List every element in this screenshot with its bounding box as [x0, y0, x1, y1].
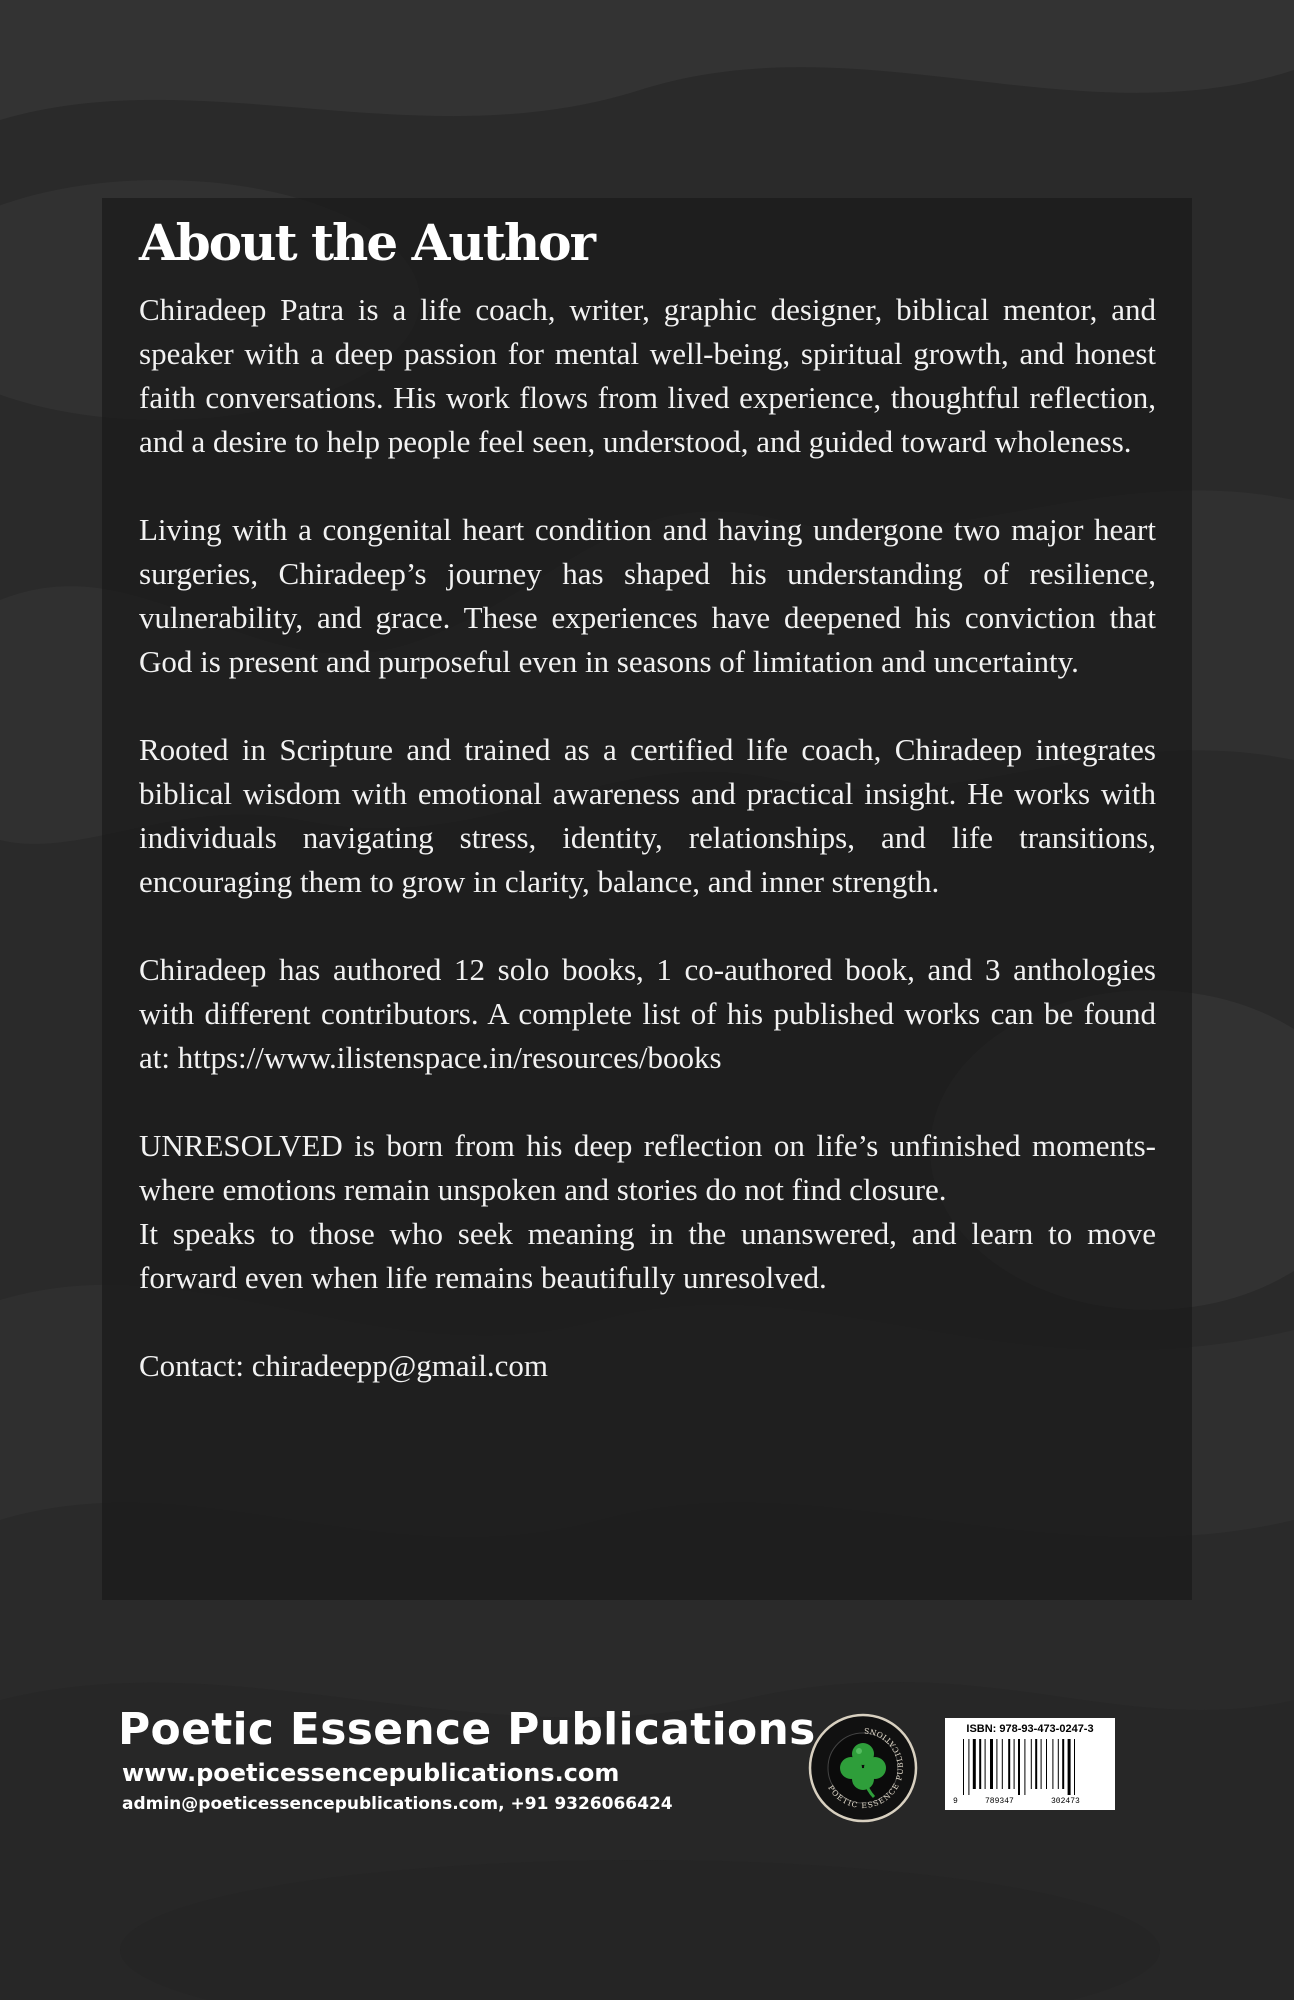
barcode-bar — [1068, 1739, 1071, 1795]
barcode-bar — [1014, 1739, 1015, 1789]
barcode-bar — [1062, 1739, 1064, 1789]
barcode-bar — [979, 1739, 981, 1789]
bio-paragraph-5: UNRESOLVED is born from his deep reflection on life’s unfinished moments- where emotions remain unspoken and stories do not find closure. — [139, 1128, 1156, 1207]
barcode-bar — [973, 1739, 976, 1789]
barcode-bar — [968, 1739, 969, 1795]
bio-paragraph-1: Chiradeep Patra is a life coach, writer, graphic designer, biblical mentor, and speaker with a deep passion for mental well-being, spiritual growth, and honest faith conversations. His work flows from lived experience, thoughtful reflection, and a desire to help people feel seen, understood, and guided toward wholeness. — [139, 292, 1156, 459]
barcode-bar — [1041, 1739, 1042, 1789]
barcode-bar — [1046, 1739, 1047, 1789]
barcode-digit-group-1: 789347 — [985, 1797, 1014, 1805]
barcode-bar — [1002, 1739, 1003, 1789]
publisher-website: www.poeticessencepublications.com — [122, 1759, 620, 1787]
contact-line: Contact: chiradeepp@gmail.com — [139, 1348, 549, 1383]
publisher-logo — [808, 1713, 918, 1823]
publisher-contact: admin@poeticessencepublications.com, +91 9326066424 — [122, 1794, 673, 1814]
publisher-block — [118, 1704, 816, 1818]
barcode-bar — [1018, 1739, 1020, 1795]
isbn-label: ISBN: 978-93-473-0247-3 — [966, 1723, 1094, 1735]
barcode-bar — [990, 1739, 993, 1789]
bio-paragraph-6: It speaks to those who seek meaning in the unanswered, and learn to move forward even when life remains beautifully unresolved. — [139, 1216, 1156, 1295]
barcode-bar — [1008, 1739, 1010, 1789]
barcode-bar — [996, 1739, 997, 1789]
barcode-bar — [1058, 1739, 1059, 1789]
about-author-panel — [102, 198, 1192, 1600]
barcode-bar — [1024, 1739, 1025, 1795]
bio-paragraph-3: Rooted in Scripture and trained as a certified life coach, Chiradeep integrates biblical wisdom with emotional awareness and practical insight. He works with individuals navigating stress, identity, relationships, and life transitions, encouraging them to grow in clarity, balance, and inner strength. — [139, 732, 1156, 899]
logo-ring-text: POETIC ESSENCE PUBLICATIONS — [826, 1725, 906, 1811]
barcode-bars — [951, 1739, 1109, 1805]
barcode-bar — [963, 1739, 964, 1795]
barcode-bar — [1052, 1739, 1053, 1789]
bio-paragraph-4: Chiradeep has authored 12 solo books, 1 co-authored book, and 3 anthologies with different contributors. A complete list of his published works can be found at: https://www.ilistenspace.in/resources/books — [139, 952, 1156, 1075]
barcode-bar — [985, 1739, 986, 1789]
barcode-bar — [1074, 1739, 1075, 1795]
barcode-digit-group-2: 302473 — [1051, 1797, 1080, 1805]
about-heading: About the Author — [139, 213, 594, 272]
barcode-bar — [1035, 1739, 1037, 1789]
publisher-name: Poetic Essence Publications — [118, 1704, 816, 1755]
isbn-barcode — [945, 1718, 1115, 1810]
barcode-bar — [1031, 1739, 1032, 1789]
barcode-digit-first: 9 — [953, 1797, 958, 1805]
bio-paragraph-2: Living with a congenital heart condition and having undergone two major heart surgeries, Chiradeep’s journey has shaped his understanding of resilience, vulnerability, and grace. These experiences have deepened his conviction that God is present and purposeful even in seasons of limitation and uncertainty. — [139, 512, 1156, 679]
